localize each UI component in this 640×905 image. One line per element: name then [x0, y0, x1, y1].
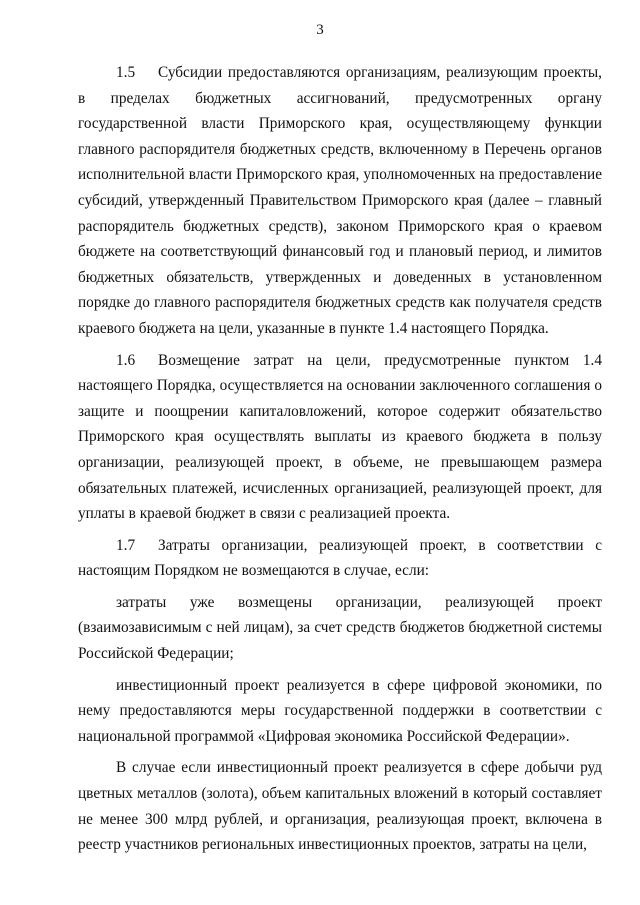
paragraph-text: В случае если инвестиционный проект реализуется в сфере добычи руд цветных металлов (золота), объем капитальных вложений в который составляет не менее 300 млрд рублей, и организация, реализующая проект, включена в реестр участников региональных инвестиционных проектов, затраты на цели, — [78, 759, 602, 854]
paragraph-text: Возмещение затрат на цели, предусмотренные пунктом 1.4 настоящего Порядка, осуществляется на основании заключенного соглашения о защите и поощрении капиталовложений, которое содержит обязательство Приморского края осуществлять выплаты из краевого бюджета в пользу организации, реализующей проект, в объеме, не превышающем размера обязательных платежей, исчисленных организацией, реализующей проект, для уплаты в краевой бюджет в связи с реализацией проекта. — [78, 351, 602, 523]
clause-number: 1.6 — [116, 351, 136, 369]
paragraph-condition-reimbursed — [78, 590, 602, 667]
page-number: 3 — [316, 22, 324, 38]
paragraph-1-5 — [78, 60, 602, 342]
document-body — [78, 60, 602, 858]
paragraph-condition-digital — [78, 673, 602, 750]
paragraph-text: затраты уже возмещены организации, реализующей проект (взаимозависимым с ней лицам), за счет средств бюджетов бюджетной системы Российской Федерации; — [78, 593, 602, 663]
paragraph-text: Затраты организации, реализующей проект, в соответствии с настоящим Порядком не возмещаются в случае, если: — [78, 536, 602, 580]
clause-number: 1.5 — [116, 64, 136, 81]
paragraph-text: Субсидии предоставляются организациям, реализующим проекты, в пределах бюджетных ассигнований, предусмотренных органу государственной власти Приморского края, осуществляющему функции главного распорядителя бюджетных средств, включенному в Перечень органов исполнительной власти Приморского края, уполномоченных на предоставление субсидий, утвержденный Правительством Приморского края (далее – главный распорядитель бюджетных средств), законом Приморского края о краевом бюджете на соответствующий финансовый год и плановый период, и лимитов бюджетных обязательств, утвержденных и доведенных в установленном порядке до главного распорядителя бюджетных средств как получателя средств краевого бюджета на цели, указанные в пункте 1.4 настоящего Порядка. — [78, 64, 602, 337]
paragraph-text: инвестиционный проект реализуется в сфере цифровой экономики, по нему предоставляются меры государственной поддержки в соответствии с национальной программой «Цифровая экономика Российской Федерации». — [78, 676, 602, 745]
paragraph-1-6 — [78, 348, 602, 527]
paragraph-1-7 — [78, 533, 602, 584]
paragraph-gold-mining — [78, 755, 602, 857]
clause-number: 1.7 — [116, 536, 136, 554]
